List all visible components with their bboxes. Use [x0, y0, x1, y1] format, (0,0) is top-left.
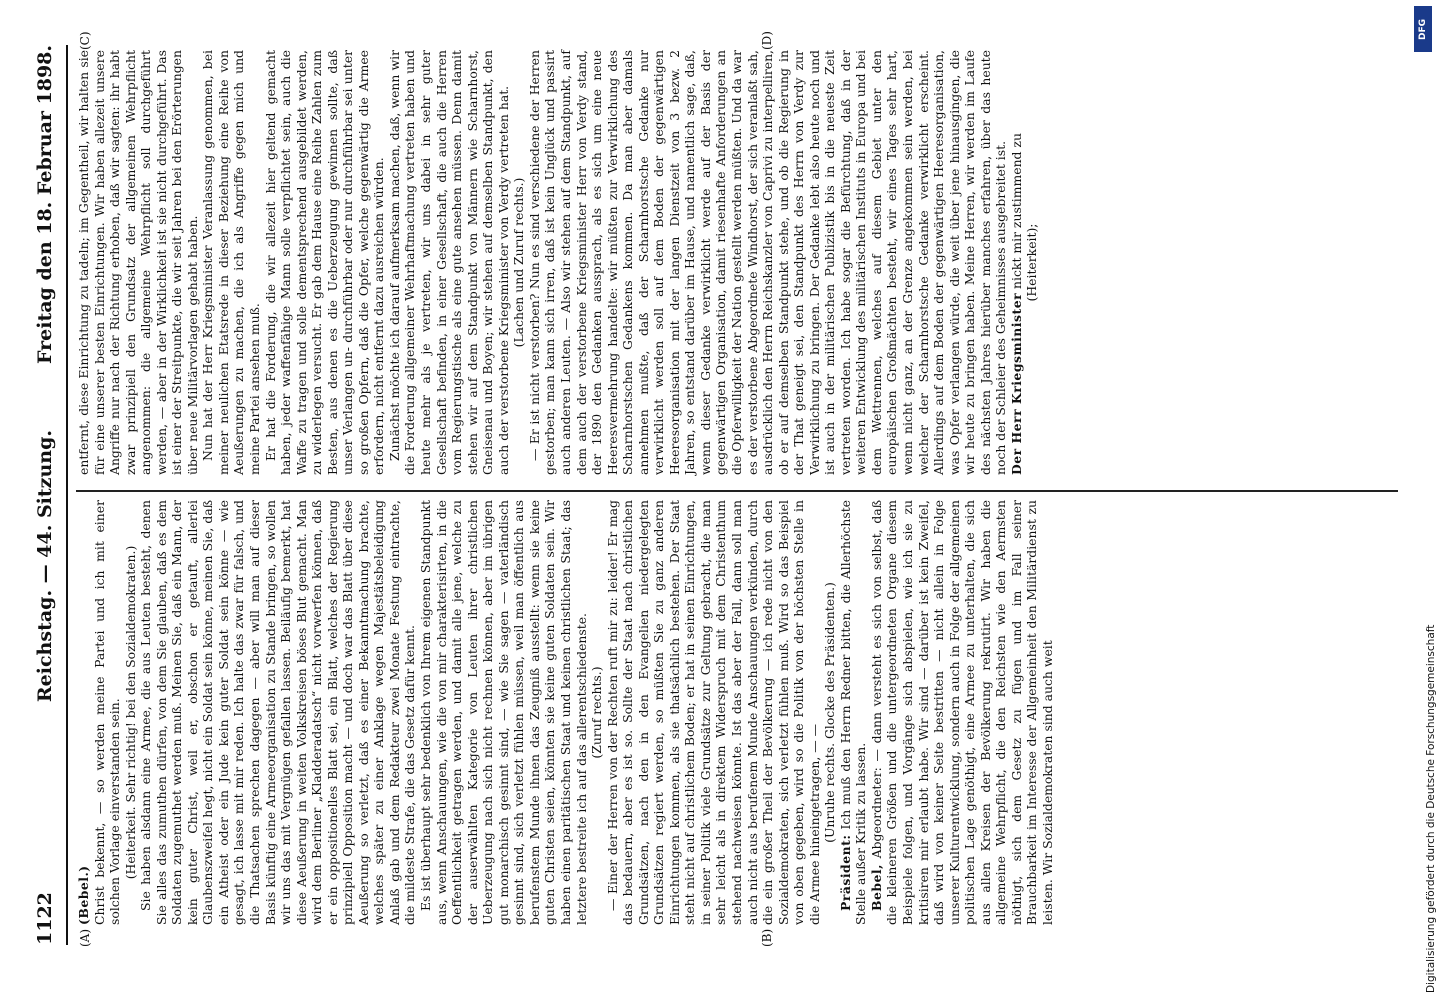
page-header — [34, 45, 68, 945]
digitization-credit — [1398, 8, 1436, 993]
paragraph — [511, 50, 527, 475]
credit-text: Digitalisierung gefördert durch die Deutsche Forschungsgemeinschaft — [1425, 624, 1437, 993]
paragraph — [76, 500, 92, 925]
paragraph — [589, 500, 605, 925]
paragraph-text: Ich muß den Herrn Redner bitten, die Allerhöchste Stelle außer Kritik zu lassen. — [837, 500, 869, 925]
rotated-page — [20, 25, 1410, 985]
paragraph-text: (Heiterkeit); — [1024, 223, 1040, 302]
speaker-name: Der Herr Kriegsminister — [1008, 292, 1024, 475]
paragraph-text: Christ bekennt, — so werden meine Partei und ich mit einer solchen Vorlage einverstanden sein. — [91, 500, 123, 925]
paragraph — [869, 500, 1056, 925]
paragraph-text: (Zuruf rechts.) — [589, 666, 605, 759]
left-column — [76, 500, 1400, 925]
paragraph-text: Sie haben alsdann eine Armee, die aus Leuten besteht, denen Sie alles das zumuthen dürfen, von dem Sie glauben, daß es dem Soldaten zugemuthet werden muß. Meinen Sie, daß ein Mann, der kein guter Christ, weil er, obschon er getauft, allerlei Glaubenszweifel hegt, nicht ein Soldat sein könne, meinen Sie, daß ein Atheist oder ein Jude kein guter Soldat sein könne — wie gesagt, ich lasse mit mir reden. Ich halte das zwar für falsch, und die Thatsachen sprechen dagegen — aber will man auf dieser Basis künftig eine Armeeorganisation zu Stande bringen, so wollen wir uns das mit Vergnügen gefallen lassen. Beiläufig bemerkt, hat diese Aeußerung in weiten Volkskreisen böses Blut gemacht. Man wird dem Berliner „Kladderadatsch“ nicht vorwerfen können, daß er ein oppositionelles Blatt sei, ein Blatt, welches der Regierung prinzipiell Opposition macht — und doch war das Blatt über diese Aeußerung so verletzt, daß es einer Bekanntmachung brachte, welches später zu einer Anklage wegen Majestätsbeleidigung Anlaß gab und dem Redakteur zwei Monate Festung eintrachte, die mildeste Strafe, die das Gesetz dafür kennt. — [138, 500, 418, 925]
paragraph-text: — Er ist nicht verstorben? Nun es sind verschiedene der Herren gestorben; man kann sich irren, daß ist kein Unglück und passirt auch anderen Leuten. — Also wir stehen auf dem Standpunkt, auf dem auch der verstorbene Kriegsminister Herr von Verdy stand, der 1890 den Gedanken aussprach, als es sich um eine neue Heeresvermehrung handelte: wir müßten zur Verwirklichung des Scharnhorstschen Gedankens kommen. Da man aber damals annehmen mußte, daß der Scharnhorstsche Gedanke nur verwirklicht werden soll auf dem Boden der gegenwärtigen Heeresorganisation mit der langen Dienstzeit von 3 bezw. 2 Jahren, so entstand darüber im Hause, und namentlich sage, daß, wenn dieser Gedanke verwirklicht werde auf der Basis der gegenwärtigen Organisation, damit riesenhafte Anforderungen an die Opferwilligkeit der Nation gestellt werden müßten. Und da war es der verstorbene Abgeordnete Windhorst, der sich veranlaßt sah, ausdrücklich den Herrn Reichskanzler von Caprivi zu interpelliren, ob er auf demselben Standpunkt stehe, und ob die Regierung in der That geneigt sei, den Standpunkt des Herrn von Verdy zur Verwirklichung zu bringen. Der Gedanke lebt also heute noch und ist auch in der militärischen Publizistik bis in die neueste Zeit vertreten worden. Ich habe sogar die Befürchtung, daß in der weiteren Entwicklung des militärischen Instituts in Europa und bei dem Wettrennen, welches auf diesem Gebiet unter den europäischen Großmächten besteht, wir eines Tages sehr hart, wenn nicht ganz, an der Grenze angekommen sein werden, bei welcher der Scharnhorstsche Gedanke verwirklicht erscheint. Allerdings auf dem Boden der gegenwärtigen Heeresorganisation, was Opfer verlangen würde, die weit über jene hinausgingen, die wir heute zu bringen haben. Meine Herren, wir werden im Laufe des nächsten Jahres hierüber manches erfahren, über das heute noch der Schleier des Geheimnisses ausgebreitet ist. — [526, 50, 1009, 475]
page-date: Freitag den 18. Februar 1898. — [34, 45, 56, 365]
paragraph — [138, 500, 418, 925]
paragraph — [418, 500, 589, 925]
paragraph — [527, 50, 1009, 475]
paragraph-text: — Einer der Herren von der Rechten ruft mir zu: leider! Er mag das bedauern, aber es ist so. Sollte der Staat nach christlichen Grundsätzen, nach den in den Evangelien niedergelegten Grundsätzen regiert werden, so müßten Sie zu ganz anderen Einrichtungen kommen, als sie thatsächlich bestehen. Der Staat steht nicht auf christlichem Boden; er hat in seinen Einrichtungen, in seiner Politik viele Grundsätze zur Geltung gebracht, die man sehr leicht als in direktem Widerspruch mit dem Christenthum stehend nachweisen könnte. Ist das aber der Fall, dann soll man auch nicht aus berufenem Munde Anschauungen verkünden, durch die ein großer Theil der Bevölkerung — ich rede nicht von den Sozialdemokraten, sich verletzt fühlen muß. Wird so das Beispiel von oben gegeben, wird so die Politik von der höchsten Stelle in die Armee hineingetragen, — — — [604, 500, 822, 925]
paragraph — [92, 500, 123, 925]
paragraph-text: (Heiterkeit. Sehr richtig! bei den Sozialdemokraten.) — [122, 545, 138, 880]
paragraph — [605, 500, 823, 925]
paragraph-text: Abgeordneter: — dann versteht es sich von selbst, daß die kleineren Größen und die untergeordneten Organe diesem Beispiele folgen, und Vorgänge sich abspielen, wie ich sie zu kritisiren mir erlaubt habe. Wir sind — darüber ist kein Zweifel, daß wird von keiner Seite bestritten — nicht allein in Folge unserer Kulturentwicklung, sondern auch in Folge der allgemeinen politischen Lage genöthigt, eine Armee zu unterhalten, die sich aus allen Kreisen der Bevölkerung rekrutirt. Wir haben die allgemeine Wehrpflicht, die den Reichsten wie den Aermsten nöthigt, sich dem Gesetz zu fügen und im Fall seiner Brauchbarkeit im Interesse der Allgemeinheit den Militärdienst zu leisten. Wir Sozialdemokraten sind auch weit — [868, 500, 1055, 925]
paragraph-text: entfernt, diese Einrichtung zu tadeln; im Gegentheil, wir halten sie für eine unserer besten Einrichtungen. Wir haben allezeit unsere Angriffe nur nach der Richtung erhoben, daß wir sagten: ihr habt zwar prinzipiell den Grundsatz der allgemeinen Wehrpflicht angenommen: die allgemeine Wehrpflicht soll durchgeführt werden, — aber in der Wirklichkeit ist sie nicht durchgeführt. Das ist einer der Streitpunkte, die wir seit Jahren bei den Erörterungen über neue Militärvorlagen gehabt haben. — [76, 50, 200, 475]
paragraph-text: (Lachen und Zuruf rechts.) — [511, 177, 527, 348]
speaker-name: Präsident: — [837, 834, 853, 911]
column-divider — [76, 490, 1398, 492]
paragraph — [822, 500, 838, 925]
speaker-name: Bebel, — [868, 864, 884, 911]
right-column — [76, 50, 1400, 475]
paragraph-text: Er hat die Forderung, die wir allezeit hier geltend gemacht haben, jeder waffenfähige Mann solle verpflichtet sein, auch die Waffe zu tragen und solle dementsprechend ausgebildet werden, zu widerlegen versucht. Er gab dem Hause eine Reihe Zahlen zum Besten, aus denen es die Ueberzeugung gewinnen sollte, daß unser Verlangen un- durchführbar oder nur durchführbar sei unter so großen Opfern, daß die Opfer, welche gegenwärtig die Armee erfordern, nicht entfernt dazu ausreichen würden. — [262, 50, 387, 475]
paragraph-text: Nun hat der Herr Kriegsminister Veranlassung genommen, bei meiner neulichen Etatsrede in dieser Beziehung eine Reihe von Aeußerungen zu machen, die ich als Angriffe gegen mich und meine Partei ansehen muß. — [200, 50, 263, 475]
paragraph — [200, 50, 262, 475]
speaker-name: (Bebel.) — [76, 865, 91, 925]
page-number: 1122 — [34, 892, 56, 945]
marker-b: (B) — [760, 928, 774, 947]
paragraph — [1024, 50, 1040, 475]
paragraph — [76, 50, 200, 475]
marker-c: (C) — [78, 31, 92, 50]
paragraph-text: Zunächst möchte ich darauf aufmerksam machen, daß, wenn wir die Forderung allgemeiner Wehrhaftmachung vertreten haben und heute mehr als je vertreten, wir uns dabei in sehr guter Gesellschaft befinden, in einer Gesellschaft, die auch die Herren vom Regierungstische als eine gute ansehen müssen. Denn damit stehen wir auf dem Standpunkt von Männern wie Scharnhorst, Gneisenau und Boyen; wir stehen auf demselben Standpunkt, den auch der verstorbene Kriegsminister von Verdy vertreten hat. — [386, 50, 511, 475]
dfg-logo: DFG — [1414, 6, 1432, 52]
paragraph-text: Es ist überhaupt sehr bedenklich von Ihrem eigenen Standpunkt aus, wenn Anschauungen, wie die von mir charakterisirten, in die Oeffentlichkeit getragen werden, und damit alle jene, welche zu der auserwählten Kategorie von Leuten ihrer christlichen Ueberzeugung nach sich nicht rechnen können, aber im übrigen gut monarchisch gesinnt sind, — wie Sie sagen — vaterländisch gesinnt sind, sich verletzt fühlen müssen, weil man öffentlich aus berufenstem Munde ihnen das Zeugniß ausstellt: wenn sie keine guten Christen seien, könnten sie keine guten Soldaten sein. Wir haben einen paritätischen Staat und keinen christlichen Staat; das letztere bestreite ich auf das allerentschiedenste. — [418, 500, 589, 925]
paragraph — [838, 500, 869, 925]
paragraph — [123, 500, 139, 925]
marker-a: (A) — [78, 928, 92, 947]
paragraph — [263, 50, 387, 475]
paragraph-text: nickt mir zustimmend zu — [1008, 133, 1024, 293]
paragraph-text: (Unruhe rechts. Glocke des Präsidenten.) — [822, 582, 838, 843]
marker-d: (D) — [760, 31, 774, 50]
paragraph — [1009, 50, 1025, 475]
page-title: Reichstag. — 44. Sitzung. — [34, 430, 56, 703]
paragraph — [387, 50, 511, 475]
